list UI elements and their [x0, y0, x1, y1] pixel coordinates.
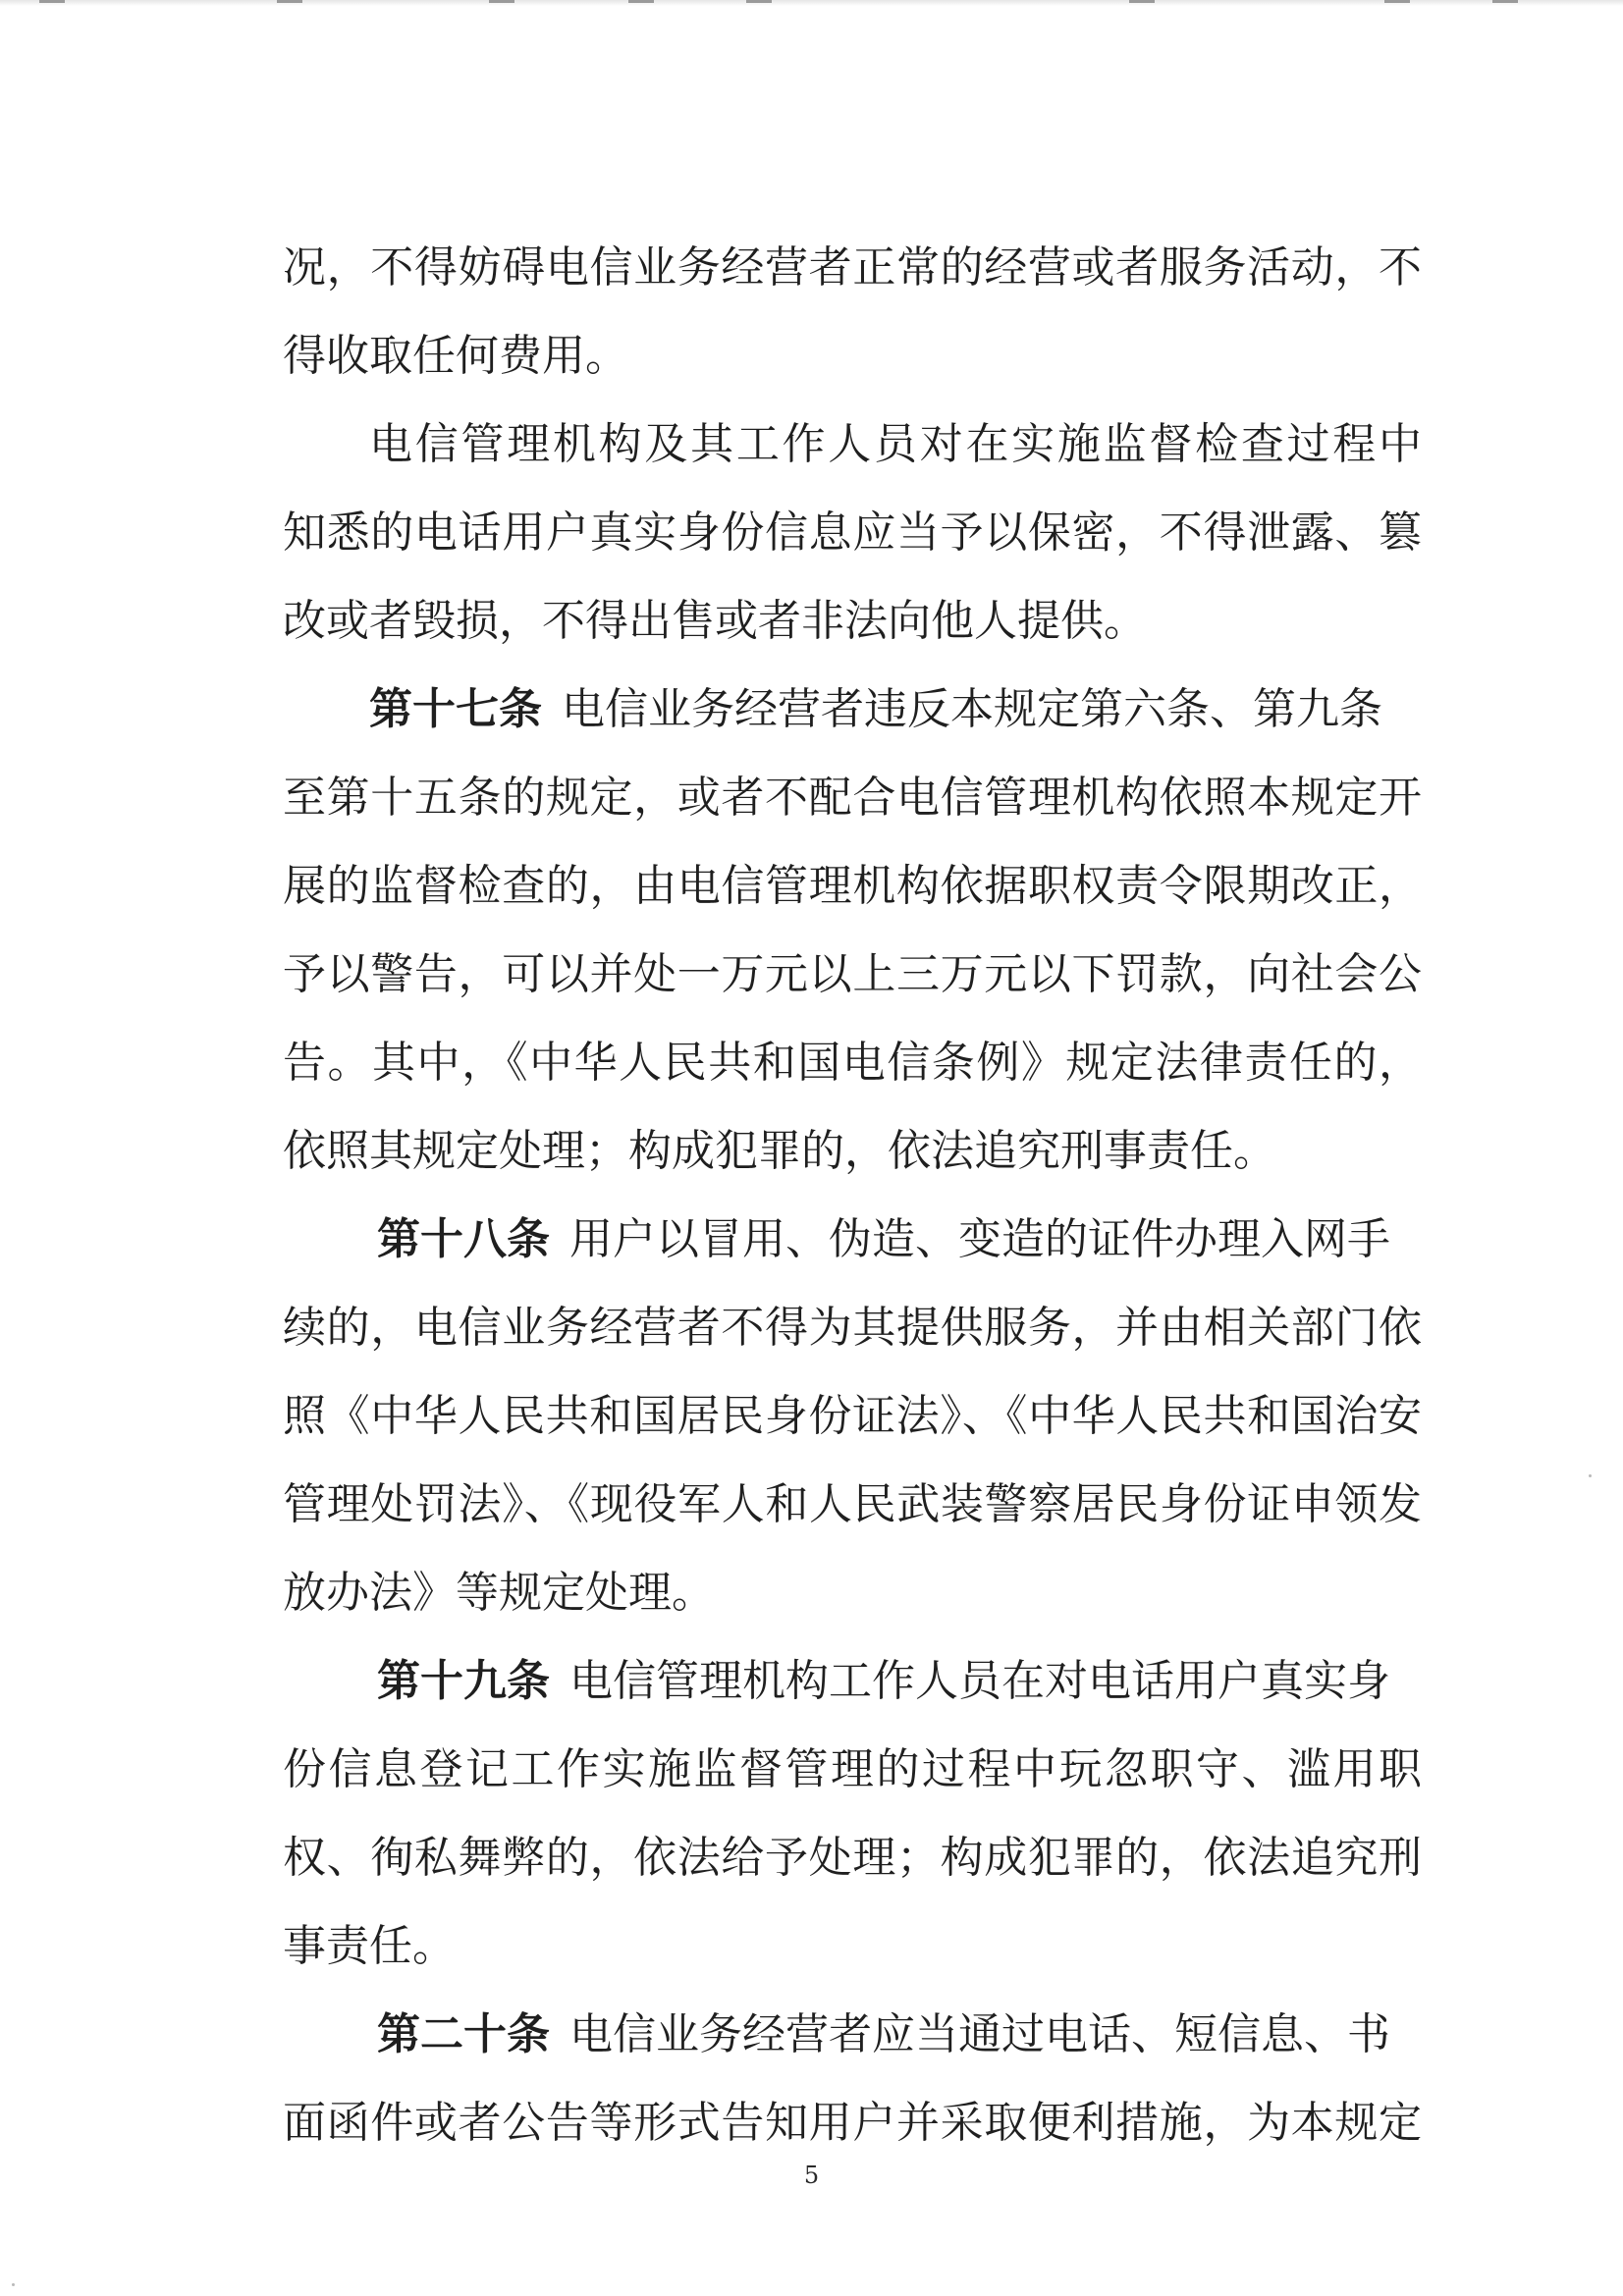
text-line: 展的监督检查的，由电信管理机构依据职权责令限期改正，: [283, 861, 1422, 911]
text-line: 知悉的电话用户真实身份信息应当予以保密，不得泄露、篡: [283, 507, 1422, 558]
text-line: 况，不得妨碍电信业务经营者正常的经营或者服务活动，不: [283, 242, 1422, 293]
scan-edge: [0, 0, 1623, 6]
article-17-heading: 第十七条: [369, 684, 542, 734]
text-line: 管理处罚法》、《现役军人和人民武装警察居民身份证申领发: [283, 1479, 1422, 1529]
article-20-first-line: [283, 1991, 1422, 2079]
text-line: 照《中华人民共和国居民身份证法》、《中华人民共和国治安: [283, 1391, 1422, 1441]
text-line: 电信业务经营者应当通过电话、短信息、书: [569, 2009, 1390, 2059]
body-text: [283, 224, 1422, 2167]
text-line: 改或者毁损，不得出售或者非法向他人提供。: [283, 596, 1147, 646]
text-line: 告。其中，《中华人民共和国电信条例》规定法律责任的，: [283, 1038, 1422, 1088]
text-line: 电信业务经营者违反本规定第六条、第九条: [562, 684, 1382, 734]
text-line: 续的，电信业务经营者不得为其提供服务，并由相关部门依: [283, 1303, 1422, 1353]
scan-mark: [1129, 0, 1155, 3]
article-18-first-line: [283, 1196, 1422, 1284]
text-line: 放办法》等规定处理。: [283, 1568, 715, 1618]
text-line: 事责任。: [283, 1921, 456, 1971]
text-line: 面函件或者公告等形式告知用户并采取便利措施，为本规定: [283, 2098, 1422, 2148]
scan-mark: [746, 0, 772, 3]
scan-speck: [12, 2283, 15, 2286]
text-line: 至第十五条的规定，或者不配合电信管理机构依照本规定开: [283, 773, 1422, 823]
article-19-heading: 第十九条: [377, 1656, 550, 1706]
text-line: 权、徇私舞弊的，依法给予处理；构成犯罪的，依法追究刑: [283, 1833, 1422, 1883]
text-line: 予以警告，可以并处一万元以上三万元以下罚款，向社会公: [283, 949, 1422, 999]
article-17-first-line: [283, 666, 1422, 754]
text-line: 电信管理机构工作人员在对电话用户真实身: [569, 1656, 1390, 1706]
scan-mark: [1384, 0, 1410, 3]
scan-speck: [1589, 1474, 1592, 1477]
article-18-heading: 第十八条: [377, 1214, 550, 1264]
article-19-first-line: [283, 1637, 1422, 1726]
text-line: 得收取任何费用。: [283, 331, 628, 381]
text-line: 依照其规定处理；构成犯罪的，依法追究刑事责任。: [283, 1126, 1276, 1176]
text-line: 电信管理机构及其工作人员对在实施监督检查过程中: [369, 419, 1422, 469]
text-line: 用户以冒用、伪造、变造的证件办理入网手: [569, 1214, 1390, 1264]
article-20-heading: 第二十条: [377, 2009, 550, 2059]
scan-mark: [277, 0, 302, 3]
scan-mark: [39, 0, 65, 3]
scan-mark: [489, 0, 514, 3]
text-line: 份信息登记工作实施监督管理的过程中玩忽职守、滥用职: [283, 1744, 1422, 1794]
scan-mark: [628, 0, 654, 3]
scan-mark: [1492, 0, 1518, 3]
page-number: 5: [803, 2162, 820, 2189]
